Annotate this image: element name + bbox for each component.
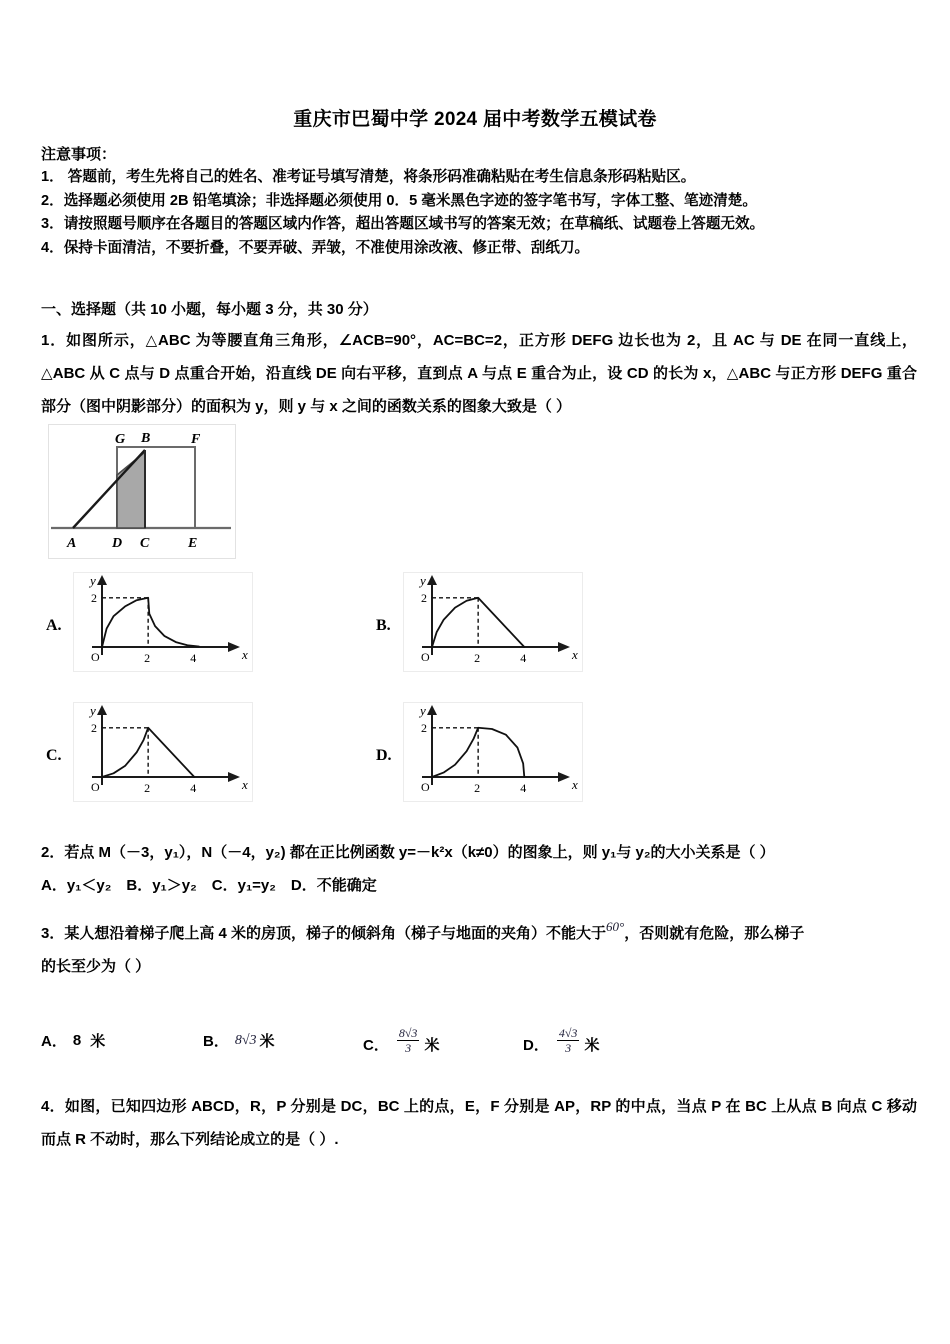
option-graph-c[interactable] bbox=[73, 702, 253, 802]
question-2-text: 2．若点 M（－3，y₁），N（－4，y₂) 都在正比例函数 y=－k²x（k≠0）的图象上，则 y₁与 y₂的大小关系是（ ） bbox=[41, 844, 775, 861]
question-1-figure bbox=[48, 424, 236, 559]
svg-text:4: 4 bbox=[190, 651, 197, 665]
svg-text:y: y bbox=[420, 703, 426, 718]
svg-text:2: 2 bbox=[474, 781, 481, 795]
geometry-diagram-svg bbox=[49, 425, 233, 556]
option-letter-d[interactable]: D. bbox=[376, 747, 392, 764]
svg-text:x: x bbox=[242, 647, 248, 662]
graph-d-svg bbox=[404, 703, 580, 799]
svg-text:x: x bbox=[242, 777, 248, 792]
option-c-label: C． bbox=[363, 1036, 389, 1054]
svg-text:y: y bbox=[90, 703, 96, 718]
section-heading: 一、选择题（共 10 小题，每小题 3 分，共 30 分） bbox=[41, 301, 378, 318]
label-C: C bbox=[140, 536, 150, 551]
label-D: D bbox=[112, 536, 123, 551]
option-d-unit: 米 bbox=[584, 1036, 600, 1054]
option-c-unit: 米 bbox=[424, 1036, 440, 1054]
notice-item: 4．保持卡面清洁，不要折叠，不要弄破、弄皱，不准使用涂改液、修正带、刮纸刀。 bbox=[41, 239, 590, 256]
svg-text:O: O bbox=[91, 780, 100, 794]
svg-text:4: 4 bbox=[190, 781, 197, 795]
question-2-options[interactable]: A．y₁＜y₂ B．y₁＞y₂ C．y₁=y₂ D．不能确定 bbox=[41, 877, 377, 894]
label-F: F bbox=[191, 432, 201, 447]
question-3-text-before: 3．某人想沿着梯子爬上高 4 米的房顶，梯子的倾斜角（梯子与地面的夹角）不能大于 bbox=[41, 925, 607, 942]
notice-heading: 注意事项： bbox=[41, 146, 117, 163]
graph-c-svg bbox=[74, 703, 250, 799]
label-B: B bbox=[141, 431, 151, 446]
notice-item: 1． 答题前，考生先将自己的姓名、准考证号填写清楚，将条形码准确粘贴在考生信息条形码粘贴区。 bbox=[41, 169, 696, 185]
question-3-text-line2: 的长至少为（ ） bbox=[41, 958, 151, 975]
question-3-angle-value: 60° bbox=[606, 919, 625, 934]
notice-item: 2．选择题必须使用 2B 铅笔填涂；非选择题必须使用 0．5 毫米黑色字迹的签字笔书写，字体工整、笔迹清楚。 bbox=[41, 192, 757, 209]
svg-text:2: 2 bbox=[91, 720, 97, 735]
svg-text:y: y bbox=[90, 573, 96, 588]
question-3-text bbox=[41, 910, 917, 983]
option-c-denominator: 3 bbox=[405, 1041, 412, 1055]
question-3-option-a[interactable] bbox=[41, 1030, 105, 1051]
option-letter-c[interactable]: C. bbox=[46, 747, 62, 764]
option-a-unit: 米 bbox=[90, 1033, 106, 1050]
option-b-value: 8√3 bbox=[234, 1032, 257, 1048]
option-c-fraction bbox=[397, 1027, 420, 1055]
option-letter-a[interactable]: A. bbox=[46, 617, 62, 634]
svg-text:2: 2 bbox=[474, 651, 481, 665]
option-graph-a[interactable] bbox=[73, 572, 253, 672]
option-b-unit: 米 bbox=[259, 1033, 275, 1050]
svg-text:2: 2 bbox=[421, 720, 427, 735]
option-graph-d[interactable] bbox=[403, 702, 583, 802]
svg-text:2: 2 bbox=[91, 590, 97, 605]
question-3-text-after: ，否则就有危险，那么梯子 bbox=[624, 925, 805, 942]
option-a-value: 8 bbox=[72, 1032, 82, 1049]
svg-text:x: x bbox=[572, 647, 578, 662]
option-d-numerator: 4√3 bbox=[558, 1026, 578, 1040]
svg-text:O: O bbox=[91, 650, 100, 664]
svg-text:4: 4 bbox=[520, 651, 527, 665]
question-1-text: 1．如图所示，△ABC 为等腰直角三角形，∠ACB=90°，AC=BC=2，正方形 DEFG 边长也为 2，且 AC 与 DE 在同一直线上，△ABC 从 C 点与 D 点重合开始，沿直线 DE 向右平移，直到点 A 与点 E 重合为止，设 CD 的长为 x，△ABC 与正方形 DEFG 重合部分（图中阴影部分）的面积为 y，则 y 与 x 之间的函数关系的图象大致是（ ） bbox=[41, 332, 917, 415]
svg-text:x: x bbox=[572, 777, 578, 792]
option-d-fraction bbox=[557, 1027, 580, 1055]
svg-text:2: 2 bbox=[144, 651, 151, 665]
graph-a-svg bbox=[74, 573, 250, 669]
question-3-option-b[interactable] bbox=[203, 1030, 275, 1051]
question-3-option-c[interactable] bbox=[363, 1026, 440, 1058]
svg-text:O: O bbox=[421, 650, 430, 664]
notice-block bbox=[41, 143, 916, 260]
label-E: E bbox=[188, 536, 198, 551]
svg-text:2: 2 bbox=[144, 781, 151, 795]
question-3-option-d[interactable] bbox=[523, 1026, 600, 1058]
notice-item: 3．请按照题号顺序在各题目的答题区域内作答，超出答题区域书写的答案无效；在草稿纸、试题卷上答题无效。 bbox=[41, 216, 765, 232]
graph-b-svg bbox=[404, 573, 580, 669]
question-4-text: 4．如图，已知四边形 ABCD，R，P 分别是 DC，BC 上的点，E，F 分别是 AP，RP 的中点，当点 P 在 BC 上从点 B 向点 C 移动而点 R 不动时，那么下列结论成立的是（ ）. bbox=[41, 1098, 917, 1148]
svg-text:O: O bbox=[421, 780, 430, 794]
option-letter-b[interactable]: B. bbox=[376, 617, 391, 634]
svg-text:y: y bbox=[420, 573, 426, 588]
option-graph-b[interactable] bbox=[403, 572, 583, 672]
option-d-label: D． bbox=[523, 1036, 549, 1054]
label-A: A bbox=[67, 536, 77, 551]
option-d-denominator: 3 bbox=[565, 1041, 572, 1055]
option-a-label: A． bbox=[41, 1033, 67, 1050]
page-title: 重庆市巴蜀中学 2024 届中考数学五模试卷 bbox=[293, 109, 657, 130]
svg-text:4: 4 bbox=[520, 781, 527, 795]
option-b-label: B． bbox=[203, 1033, 229, 1050]
label-G: G bbox=[115, 432, 126, 447]
option-c-numerator: 8√3 bbox=[398, 1026, 418, 1040]
question-3-options bbox=[41, 1022, 917, 1062]
svg-text:2: 2 bbox=[421, 590, 427, 605]
